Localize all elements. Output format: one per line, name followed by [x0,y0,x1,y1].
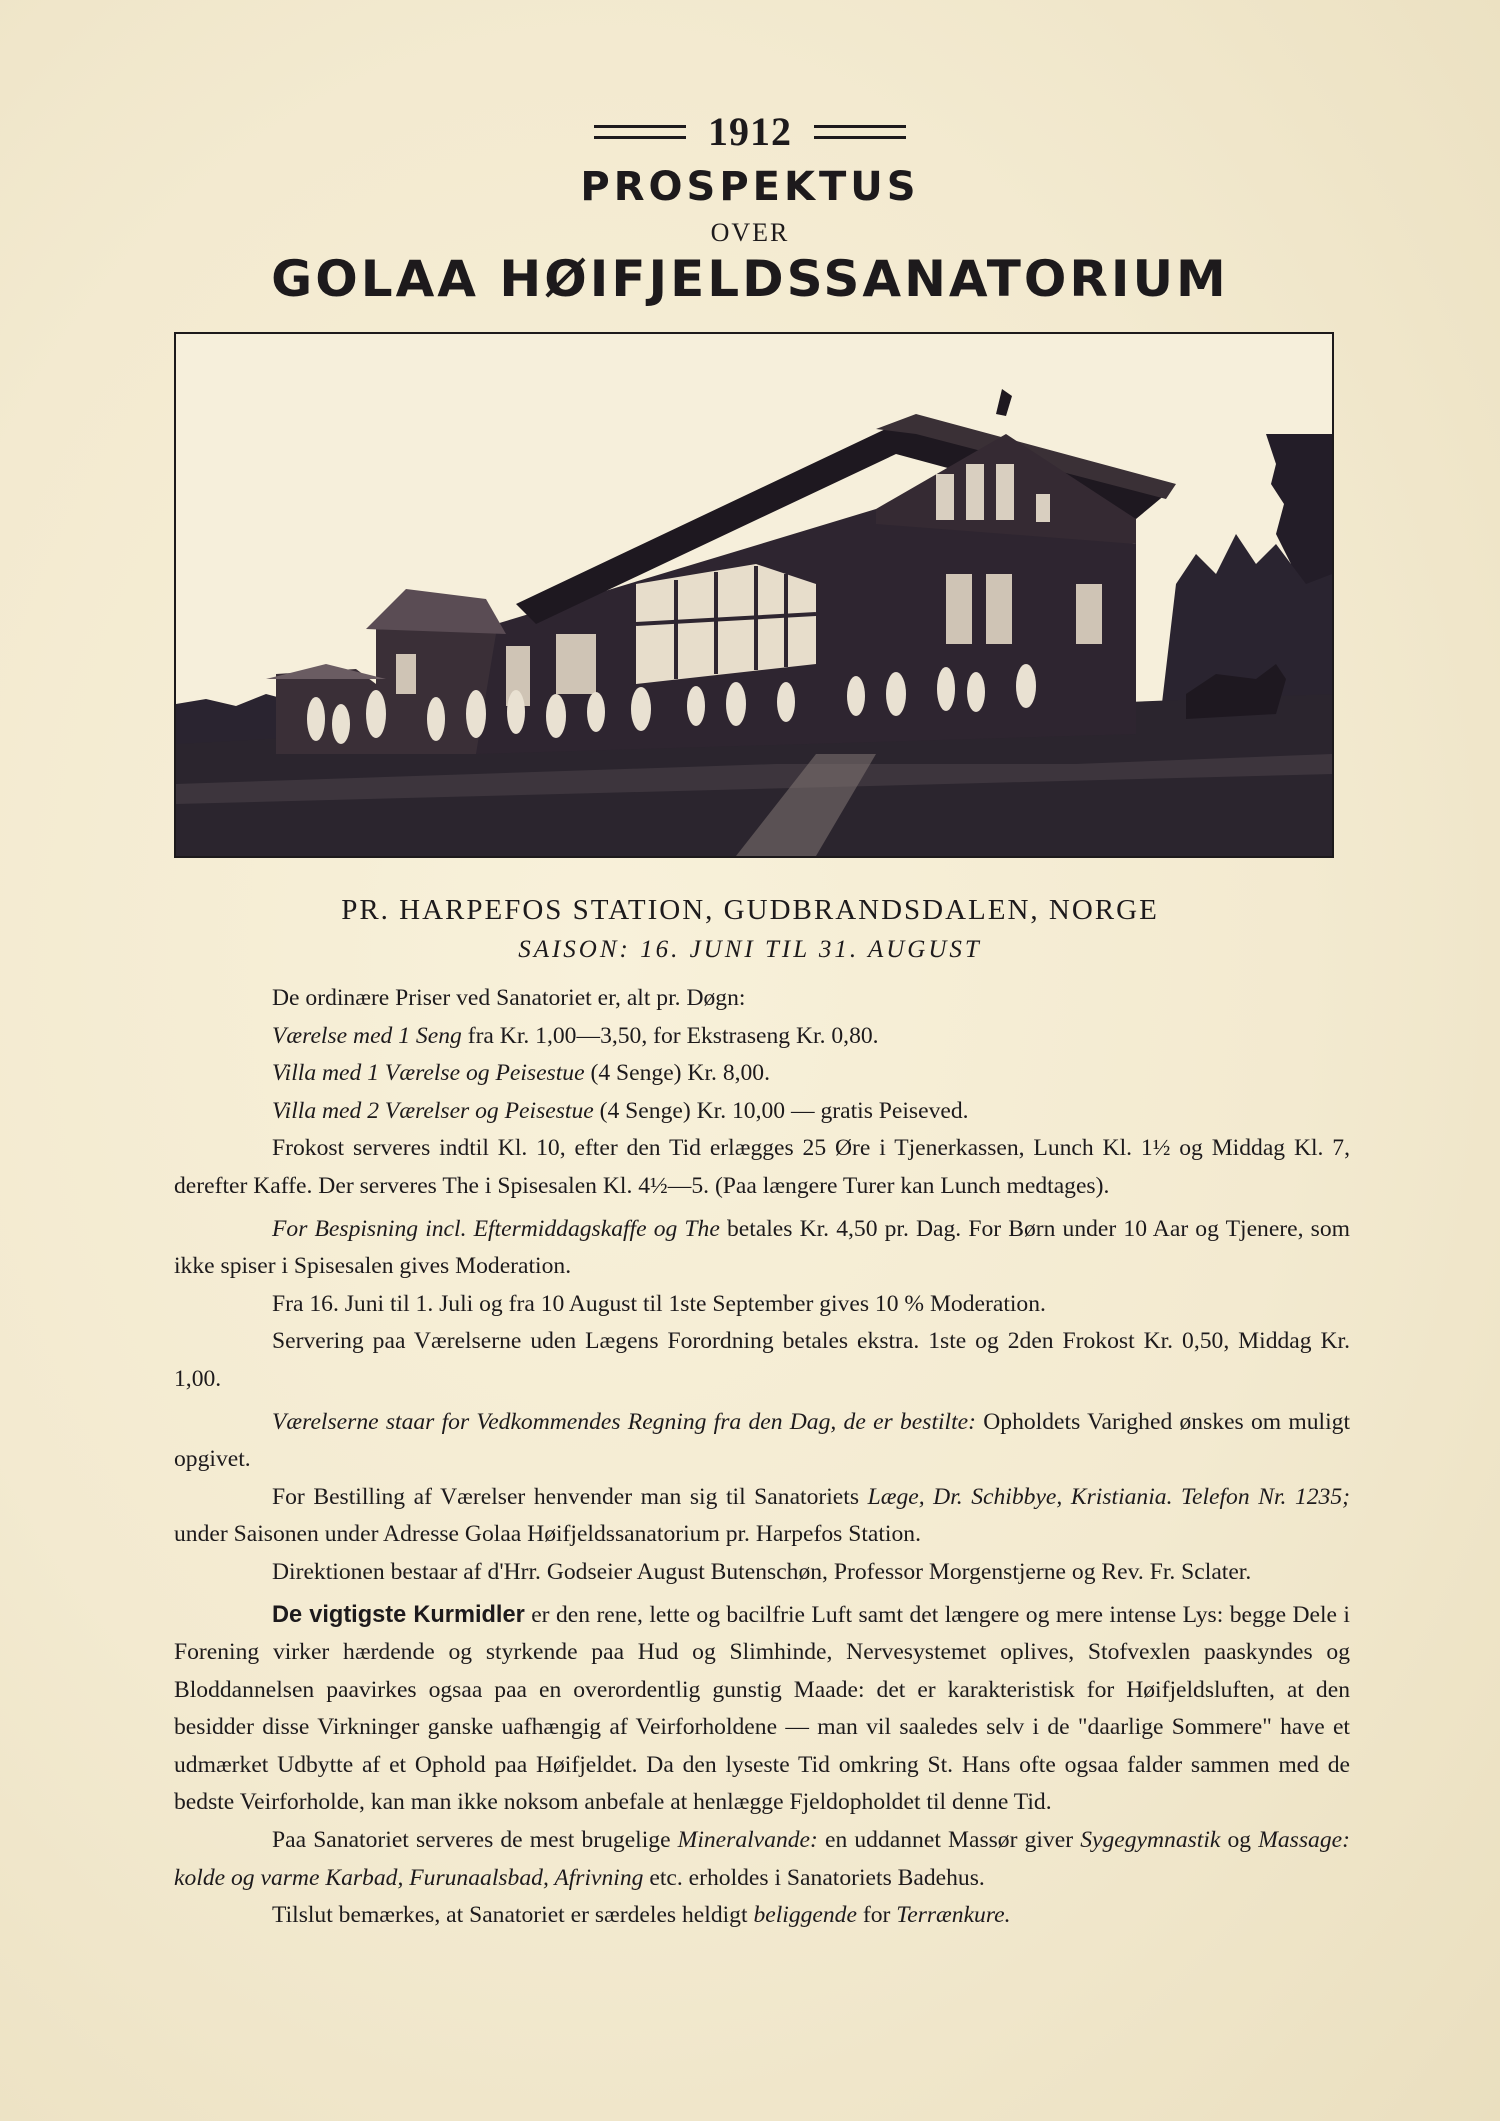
paragraph-remedies: De vigtigste Kurmidler er den rene, lette og bacilfrie Luft samt det længere og mere intense Lys: begge Dele i Forening virker hærdende og styrkende paa Hud og Slimhinde, Nervesystemet oplives, Stofvexlen paaskyndes og Bloddannelsen paavirkes ogsaa paa en overordentlig gunstig Maade: det er karakteristisk for Høifjeldsluften, at den besidder disse Virkninger ganske uafhængig af Veirforholdene — man vil saaledes selv i de "daarlige Sommere" have et udmærket Udbytte af et Ophold paa Høifjeldet. Da den lyseste Tid omkring St. Hans ofte ogsaa falder sammen med de bedste Veirforholde, kan man ikke noksom anbefale at henlægge Fjeldopholdet til denne Tid. [174,1601,1350,1816]
paragraph-villa-one-room: Villa med 1 Værelse og Peisestue (4 Senge) Kr. 8,00. [272,1060,771,1087]
paragraph-treatments: Paa Sanatoriet serveres de mest brugelige Mineralvande: en uddannet Massør giver Sygegymnastik og Massage: kolde og varme Karbad, Furunaalsbad, Afrivning etc. erholdes i Sanatoriets Badehus. [174,1827,1350,1891]
paragraph-terrain: Tilslut bemærkes, at Sanatoriet er særdeles heldigt beliggende for Terrænkure. [272,1902,1011,1929]
paragraph-booking-contact: For Bestilling af Værelser henvender man sig til Sanatoriets Læge, Dr. Schibbye, Kristiania. Telefon Nr. 1235; under Saisonen under Adresse Golaa Høifjeldssanatorium pr. Harpefos Station. [174,1483,1351,1548]
paragraph-meal-times: Frokost serveres indtil Kl. 10, efter den Tid erlægges 25 Øre i Tjenerkassen, Lunch Kl. 1½ og Middag Kl. 7, derefter Kaffe. Der serveres The i Spisesalen Kl. 4½—5. (Paa længere Turer kan Lunch medtages). [174,1135,1350,1199]
location-line: PR. HARPEFOS STATION, GUDBRANDSDALEN, NORGE [341,894,1159,926]
over-word: OVER [710,218,790,247]
year: 1912 [708,109,792,154]
paragraph-directors: Direktionen bestaar af d'Hrr. Godseier August Butenschøn, Professor Morgenstjerne og Rev. Fr. Sclater. [272,1558,1252,1585]
paragraph-room-service: Servering paa Værelserne uden Lægens Forordning betales ekstra. 1ste og 2den Frokost Kr. 0,50, Middag Kr. 1,00. [174,1328,1350,1392]
sanatorium-photo [174,332,1334,858]
sanatorium-name: GOLAA HØIFJELDSSANATORIUM [271,250,1229,308]
paragraph-discount: Fra 16. Juni til 1. Juli og fra 10 August til 1ste September gives 10 % Moderation. [272,1290,1046,1317]
prospektus-title: PROSPEKTUS [580,164,920,210]
sanatorium-building-illustration [176,334,1332,856]
paragraph-villa-two-rooms: Villa med 2 Værelser og Peisestue (4 Senge) Kr. 10,00 — gratis Peiseved. [272,1097,969,1124]
year-heading [0,108,1500,155]
paragraph-prices-intro: De ordinære Priser ved Sanatoriet er, alt pr. Døgn: [272,985,746,1011]
paragraph-booking-terms: Værelserne staar for Vedkommendes Regning fra den Dag, de er bestilte: Opholdets Varighed ønskes om muligt opgivet. [174,1408,1350,1473]
double-rule-left [594,125,686,139]
paragraph-room-single: Værelse med 1 Seng fra Kr. 1,00—3,50, for Ekstraseng Kr. 0,80. [272,1022,879,1049]
double-rule-right [814,125,906,139]
paragraph-board: For Bespisning incl. Eftermiddagskaffe og The betales Kr. 4,50 pr. Dag. For Børn under 10 Aar og Tjenere, som ikke spiser i Spisesalen gives Moderation. [174,1215,1350,1280]
prospectus-body [174,980,1350,1935]
season-line: SAISON: 16. JUNI TIL 31. AUGUST [518,936,982,963]
